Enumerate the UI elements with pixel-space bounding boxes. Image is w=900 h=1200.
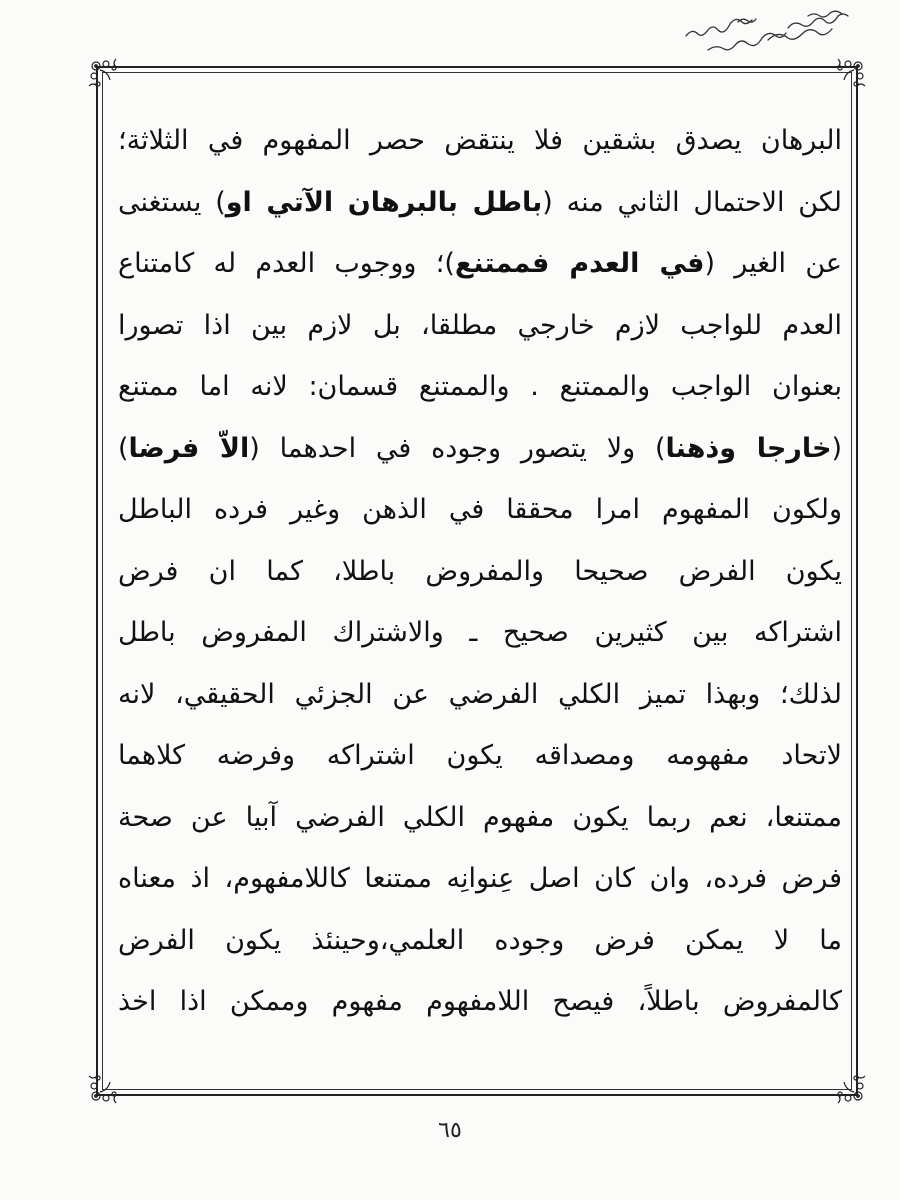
text-run: لكن الاحتمال الثاني منه ( bbox=[542, 186, 842, 218]
text-run: عن الغير ( bbox=[704, 248, 842, 279]
text-line bbox=[118, 848, 842, 910]
text-line bbox=[118, 910, 842, 972]
text-line bbox=[118, 356, 842, 418]
text-run: ( bbox=[831, 432, 842, 464]
text-run: لاتحاد مفهومه ومصداقه يكون اشتراكه وفرضه كلاهما bbox=[118, 740, 842, 771]
text-line bbox=[118, 541, 842, 603]
text-run: ولكون المفهوم امرا محققا في الذهن وغير فرده الباطل bbox=[118, 494, 842, 525]
text-run: فرض فرده، وان كان اصل عِنوانِه ممتنعا كاللامفهوم، اذ معناه bbox=[118, 863, 842, 894]
text-run: ) يستغنى bbox=[118, 186, 226, 218]
text-run: لذلك؛ وبهذا تميز الكلي الفرضي عن الجزئي الحقيقي، لانه bbox=[118, 678, 842, 710]
text-line bbox=[118, 479, 842, 541]
text-line bbox=[118, 172, 842, 234]
page-number: ٦٥ bbox=[438, 1118, 462, 1143]
text-run: ) bbox=[118, 432, 129, 464]
handwritten-annotation bbox=[678, 6, 878, 60]
text-run: )؛ ووجوب العدم له كامتناع bbox=[118, 248, 455, 279]
text-run: بعنوان الواجب والممتنع . والممتنع قسمان: لانه اما ممتنع bbox=[118, 371, 842, 402]
text-run: ممتنعا، نعم ربما يكون مفهوم الكلي الفرضي آبيا عن صحة bbox=[118, 801, 842, 833]
text-run: كالمفروض باطلاً، فيصح اللامفهوم مفهوم وممكن اذا اخذ bbox=[118, 986, 842, 1017]
text-line bbox=[118, 110, 842, 172]
corner-ornament-icon bbox=[86, 1066, 126, 1106]
corner-ornament-icon bbox=[828, 1066, 868, 1106]
text-run: العدم للواجب لازم خارجي مطلقا، بل لازم بين اذا تصورا bbox=[118, 309, 842, 341]
corner-ornament-icon bbox=[828, 56, 868, 96]
corner-ornament-icon bbox=[86, 56, 126, 96]
text-run: يكون الفرض صحيحا والمفروض باطلا، كما ان فرض bbox=[118, 555, 842, 587]
bold-phrase: خارجا وذهنا bbox=[665, 432, 832, 464]
text-run: ما لا يمكن فرض وجوده العلمي،وحينئذ يكون الفرض bbox=[118, 924, 842, 956]
text-line bbox=[118, 602, 842, 664]
text-line bbox=[118, 971, 842, 1033]
text-line bbox=[118, 787, 842, 849]
bold-phrase: باطل بالبرهان الآتي او bbox=[225, 186, 543, 218]
text-line bbox=[118, 233, 842, 295]
body-text bbox=[118, 110, 842, 1033]
bold-phrase: في العدم فممتنع bbox=[454, 248, 705, 279]
text-line bbox=[118, 418, 842, 480]
text-run: ) ولا يتصور وجوده في احدهما ( bbox=[249, 432, 666, 464]
text-line bbox=[118, 725, 842, 787]
text-line bbox=[118, 295, 842, 357]
text-line bbox=[118, 664, 842, 726]
text-run: اشتراكه بين كثيرين صحيح ـ والاشتراك المفروض باطل bbox=[118, 617, 842, 648]
bold-phrase: الاّ فرضا bbox=[128, 432, 250, 464]
text-run: البرهان يصدق بشقين فلا ينتقض حصر المفهوم في الثلاثة؛ bbox=[118, 125, 842, 156]
